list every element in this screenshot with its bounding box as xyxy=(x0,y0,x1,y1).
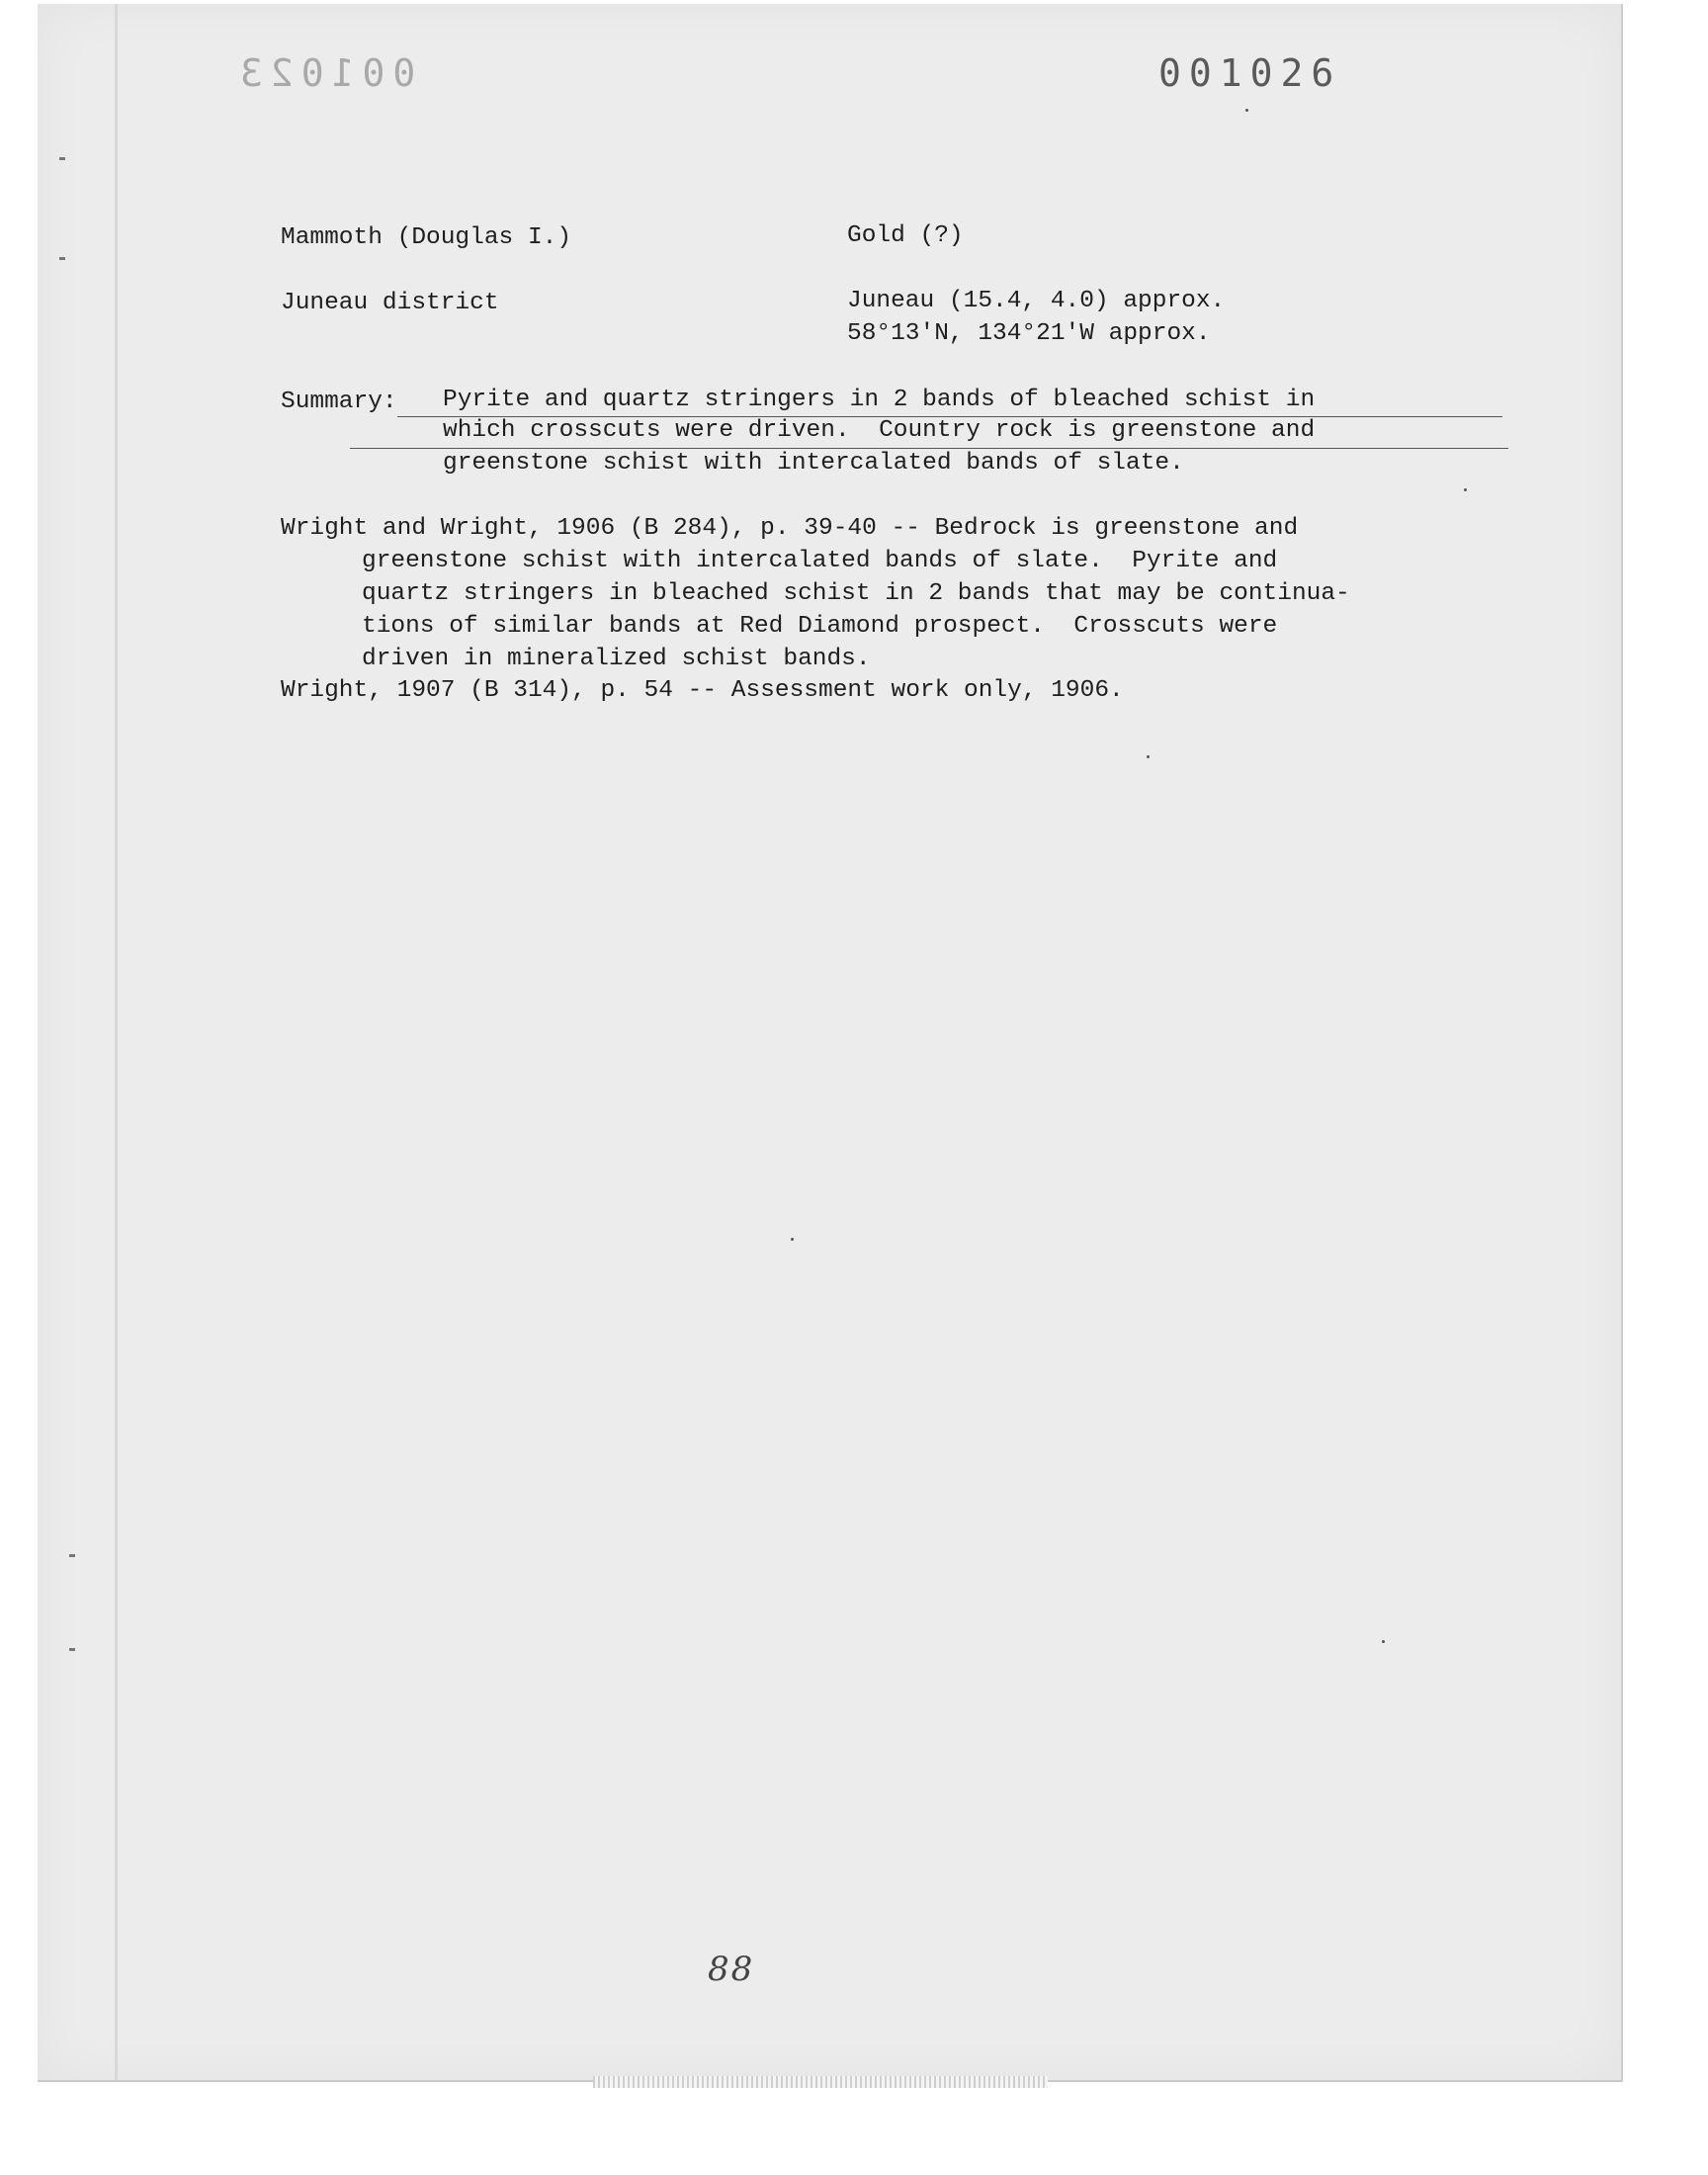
reference-entry: Wright and Wright, 1906 (B 284), p. 39-40 -- Bedrock is greenstone and xyxy=(281,515,1299,542)
reference-entry: Wright, 1907 (B 314), p. 54 -- Assessment work only, 1906. xyxy=(281,677,1124,704)
reference-continuation: greenstone schist with intercalated bands of slate. Pyrite and xyxy=(362,548,1278,574)
summary-line: greenstone schist with intercalated bands of slate. xyxy=(443,450,1184,477)
quadrangle-location: Juneau (15.4, 4.0) approx. xyxy=(847,288,1226,314)
stamp-number: 001026 xyxy=(1158,51,1342,95)
reference-continuation: quartz stringers in bleached schist in 2 bands that may be continua- xyxy=(362,580,1350,607)
binding-mark xyxy=(69,1648,75,1651)
stamp-number-mirrored: 001023 xyxy=(232,51,416,95)
scan-speck xyxy=(1245,109,1248,112)
binding-line xyxy=(115,4,118,2080)
page-number: 88 xyxy=(708,1950,755,1989)
commodity: Gold (?) xyxy=(847,222,964,249)
document-page xyxy=(38,4,1623,2082)
binding-mark xyxy=(69,1554,75,1557)
district: Juneau district xyxy=(281,290,499,316)
scan-edge-strip xyxy=(593,2076,1048,2088)
reference-continuation: driven in mineralized schist bands. xyxy=(362,646,871,672)
scan-speck xyxy=(1382,1640,1385,1643)
summary-line: which crosscuts were driven. Country rock is greenstone and xyxy=(443,417,1316,444)
scan-speck xyxy=(1147,755,1150,758)
binding-mark xyxy=(59,257,65,260)
property-name: Mammoth (Douglas I.) xyxy=(281,224,572,251)
summary-line: Pyrite and quartz stringers in 2 bands of bleached schist in xyxy=(443,387,1316,413)
coordinates: 58°13'N, 134°21'W approx. xyxy=(847,320,1211,347)
underline-rule xyxy=(397,416,1502,417)
scan-speck xyxy=(1464,488,1467,491)
binding-mark xyxy=(59,157,65,160)
scan-speck xyxy=(791,1238,794,1241)
reference-continuation: tions of similar bands at Red Diamond prospect. Crosscuts were xyxy=(362,613,1278,640)
underline-rule xyxy=(350,448,1508,449)
summary-label: Summary: xyxy=(281,389,397,415)
